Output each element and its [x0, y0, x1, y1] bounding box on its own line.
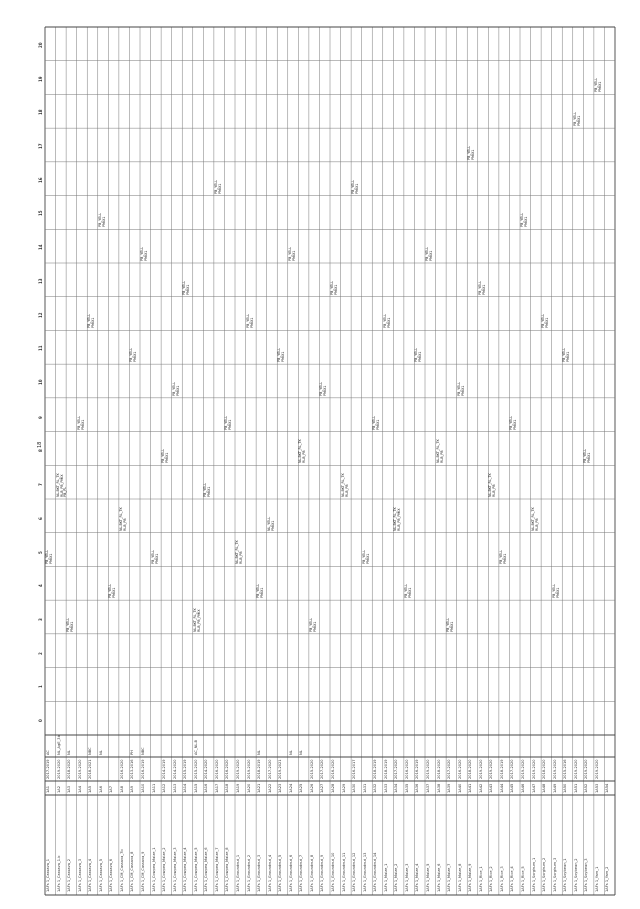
row-extra: NL — [299, 750, 304, 755]
row-label: 1AFs 1_Maize_5 — [426, 863, 430, 892]
row-extra: NL — [288, 750, 293, 755]
row-code: 1A7 — [109, 785, 114, 793]
row-years: 2014-2020 — [172, 759, 177, 779]
row-code: 1A3 — [67, 785, 72, 793]
row-label: 1AFs 1_Sorghum_2 — [542, 857, 547, 892]
row-code: 1A38 — [436, 783, 441, 793]
table-cell: PB_YELL PMIX1 — [351, 179, 359, 194]
row-code: 1A35 — [404, 783, 409, 793]
row-label: 1AFs 1_Rice_2 — [489, 866, 494, 892]
column-header: 16 — [38, 177, 43, 183]
row-years: 2016-2020 — [119, 759, 124, 779]
row-label: 1AFs 1_Rice_5 — [521, 866, 525, 892]
row-years: 2019-2020 — [594, 759, 599, 779]
row-label: 1AFs 1_Rice_3 — [499, 866, 504, 892]
row-extra: NBC — [141, 747, 145, 755]
row-code: 1A49 — [552, 783, 557, 793]
row-years: 2015-2020 — [309, 759, 314, 779]
row-code: 1A13 — [172, 783, 177, 793]
row-years: 2019-2020 — [56, 759, 61, 779]
row-label: 1AFs 1_Groundnut_11 — [341, 852, 346, 892]
row-years: 2019-2021 — [278, 759, 283, 779]
row-label: 1AFs 1_CM_Cassava_8 — [130, 851, 135, 892]
row-years: 2016-2019 — [141, 759, 145, 779]
row-extra: NBC — [88, 747, 93, 755]
row-label: 1AFs 1_CM_Cassava_7b — [119, 849, 124, 892]
row-label: 1AFs 1_Maize_6 — [436, 863, 441, 892]
column-header: 20 — [38, 42, 43, 48]
row-extra: NL — [67, 750, 72, 755]
row-years: 2018-2021 — [88, 759, 93, 779]
row-code: 1A31 — [362, 783, 367, 793]
row-code: 1A8 — [119, 785, 124, 793]
table-cell: PB_YELL PMIX1 — [66, 617, 74, 632]
row-code: 1A50 — [563, 783, 568, 793]
row-code: 1A28 — [331, 783, 335, 793]
row-label: 1AFs 1_Maize_9 — [468, 863, 473, 892]
table-cell: PB_YELL PMIX1 — [97, 213, 106, 228]
column-header: 3 — [38, 618, 43, 621]
row-years: 2019-2020 — [521, 759, 525, 779]
row-label: 1AFs 1_Groundnut_8 — [309, 854, 314, 892]
table-cell: PB_YELL PMIX1 — [403, 584, 412, 599]
row-years: 2015-2020 — [193, 759, 198, 779]
table-cell: PB_YELL PMIX1 — [161, 449, 169, 464]
row-code: 1A44 — [499, 783, 504, 793]
row-label: 1AFs 1_Groundnut_6 — [288, 854, 293, 892]
row-label: 1AFs 1_Cassava_2 — [67, 859, 72, 892]
row-years: 2017-2020 — [267, 759, 272, 779]
column-header: 8 — [38, 449, 43, 453]
table-cell: PB_YELL PMIX1 — [45, 550, 53, 565]
page-number: 18 — [37, 441, 43, 448]
column-header: 9 — [38, 415, 43, 419]
column-header: 13 — [38, 278, 43, 284]
table-cell: PB_YELL PMIX1 — [425, 246, 433, 261]
table-cell: PB_YELL PMIX1 — [520, 213, 528, 228]
row-code: 1A1 — [46, 785, 50, 793]
row-years: 2018-2019 — [499, 759, 504, 779]
table-cell: NL-BKT_RL_TK RLB_PB_PMIX — [393, 506, 402, 531]
column-header: 1 — [38, 685, 43, 689]
row-code: 1A32 — [373, 783, 378, 793]
table-cell: PB_YELL PMIX1 — [477, 280, 486, 295]
table-cell: NL-BKT_RL_TK RLB_PB — [298, 439, 307, 464]
row-code: 1A15 — [193, 783, 198, 793]
row-label: 1AFs 1_Maize_8 — [457, 863, 462, 892]
column-header: 15 — [38, 210, 43, 217]
column-header: 18 — [38, 109, 43, 116]
row-years: 2019-2020 — [489, 759, 494, 779]
row-code: 1A6 — [98, 785, 103, 793]
table-cell: PB_YELL PMIX1 — [541, 314, 549, 329]
row-code: 1A39 — [447, 783, 452, 793]
row-code: 1A22 — [267, 783, 272, 793]
row-code: 1A41 — [468, 783, 473, 793]
row-code: 1A24 — [288, 783, 293, 793]
row-label: 1AFs 1_Cowpea_Maize_5 — [193, 847, 198, 892]
row-extra: AC — [46, 750, 50, 755]
table-cell: NL-BKT_RL_TK RLB_PB_PMIX — [192, 608, 201, 632]
row-label: 1AFs 1_Soybean_1 — [563, 858, 568, 892]
row-code: 1A14 — [183, 783, 188, 793]
row-label: 1AFs 1_Groundnut_3 — [257, 854, 262, 892]
row-code: 1A16 — [204, 783, 209, 793]
row-years: 2014-2019 — [162, 759, 167, 779]
row-label: 1AFs 1_Yam_1 — [594, 866, 599, 892]
row-extra: NL — [257, 750, 262, 755]
table-cell: PB_YELL PMIX1 — [224, 415, 233, 430]
row-label: 1AFs 1_Rice_4 — [510, 866, 515, 892]
table-cell: PB_YELL PMIX1 — [498, 550, 507, 565]
row-code: 1A5 — [88, 785, 93, 793]
row-code: 1A27 — [320, 783, 325, 793]
table-cell: PB_YELL PMIX1 — [372, 415, 380, 430]
row-years: 2016-2019 — [415, 759, 420, 779]
row-extra: NL_AgE_3b — [56, 735, 61, 755]
table-cell: PB_YELL PMIX1 — [129, 348, 138, 363]
table-cell: PB_YELL PMIX1 — [256, 584, 264, 599]
table-cell: NL-BKT_RL_TK RLB_PB — [488, 473, 497, 497]
table-cell: PB_YELL PMIX1 — [182, 280, 190, 295]
row-label: 1AFs 1_Cassava_5 — [98, 859, 103, 892]
table-cell: PB_YELL PMIX1 — [245, 314, 254, 329]
table-cell: PB_YELL PMIX1 — [287, 246, 296, 261]
row-label: 1AFs 1_Soybean_2 — [573, 858, 578, 892]
row-label: 1AFs 1_Maize_1 — [383, 863, 388, 892]
row-label: 1AFs 1_CM_Cassava_9 — [141, 851, 145, 892]
row-label: 1AFs 1_Cowpea_Maize_4 — [183, 847, 188, 892]
row-years: 2016-2020 — [331, 759, 335, 779]
row-label: 1AFs 1_Maize_7 — [447, 863, 452, 892]
table-cell: PB_YELL PMIX1 — [551, 584, 560, 599]
row-code: 1A26 — [309, 783, 314, 793]
row-years: 2014-2020 — [204, 759, 209, 779]
row-code: 1A54 — [605, 783, 610, 793]
row-years: 2019-2020 — [531, 759, 536, 779]
row-label: 1AFs 1_Sorghum_3 — [552, 857, 557, 892]
table-cell: PB_YELL PMIX1 — [467, 145, 475, 160]
row-years: 2017-2020 — [510, 759, 515, 779]
table-cell: NL-BKT_RL_TK RLB_PB — [530, 506, 539, 531]
row-years: 2019-2020 — [246, 759, 251, 779]
row-code: 1A45 — [510, 783, 515, 793]
row-code: 1A23 — [278, 783, 283, 793]
row-code: 1A25 — [299, 783, 304, 793]
row-code: 1A37 — [426, 783, 430, 793]
row-years: 2018-2020 — [436, 759, 441, 779]
row-label: 1AFs 1_Cassava_1 — [46, 859, 50, 892]
row-label: 1AFs 1_Groundnut_9 — [320, 854, 325, 892]
table-cell: NL-BKT_RL_TK RLB_PB — [435, 439, 444, 464]
column-header: 17 — [38, 143, 43, 149]
table-cell: PB_YELL PMIX1 — [572, 112, 581, 127]
row-label: 1AFs 1_Cassava_4 — [88, 859, 93, 892]
table-cell: PB_YELL PMIX1 — [87, 314, 95, 329]
row-code: 1A53 — [594, 783, 599, 793]
column-header: 7 — [38, 483, 43, 487]
table-cell: PB_YELL PMIX1 — [593, 78, 602, 93]
column-header: 14 — [38, 244, 43, 251]
table-cell: PB_YELL PMIX1 — [171, 381, 180, 396]
row-code: 1A21 — [257, 783, 262, 793]
row-years: 2019-2020 — [77, 759, 82, 779]
row-years: 2019-2020 — [573, 759, 578, 779]
row-label: 1AFs 1_Groundnut_10 — [331, 852, 335, 892]
table-cell: PB_YELL PMIX1 — [583, 449, 592, 464]
row-code: 1A11 — [151, 783, 156, 793]
row-code: 1A46 — [521, 783, 525, 793]
row-years: 2013-2016 — [130, 759, 135, 779]
table-cell: PB_YELL PMIX1 — [140, 246, 148, 261]
row-extra: NL — [98, 750, 103, 755]
row-code: 1A36 — [415, 783, 420, 793]
row-code: 1A2 — [56, 785, 61, 793]
row-label: 1AFs 1_Cassava_3 — [77, 859, 82, 892]
row-years: 2016-2020 — [225, 759, 230, 779]
row-code: 1A18 — [225, 783, 230, 793]
row-years: 2017-2020 — [320, 759, 325, 779]
row-label: 1AFs 1_Groundnut_12 — [352, 852, 357, 892]
column-header: 19 — [38, 75, 43, 82]
row-code: 1A34 — [394, 783, 399, 793]
row-label: 1AFs 1_Maize_3 — [404, 863, 409, 892]
row-years: 2019-2020 — [552, 759, 557, 779]
row-years: 2018-2019 — [257, 759, 262, 779]
table-cell: PB_YELL PMIX1 — [330, 280, 338, 295]
row-code: 1A10 — [141, 783, 145, 793]
row-label: 1AFs 1_Cowpea_Maize_6 — [204, 847, 209, 892]
table-cell: PB_YELL PMIX1 — [382, 314, 391, 329]
table-cell: PB_YELL PMIX1 — [446, 617, 454, 632]
row-label: 1AFs 1_Groundnut_14 — [373, 852, 378, 892]
row-years: 2019-2020 — [426, 759, 430, 779]
row-label: 1AFs 1_Cassava_1.b — [56, 855, 61, 892]
row-label: 1AFs 1_Groundnut_5 — [278, 854, 283, 892]
row-label: 1AFs 1_Soybean_3 — [584, 858, 589, 892]
row-label: 1AFs 1_Maize_2 — [394, 863, 399, 892]
row-years: 2019-2020 — [236, 759, 240, 779]
row-label: 1AFs 1_Cowpea_Maize_3 — [172, 847, 177, 892]
row-years: 2018-2019 — [373, 759, 378, 779]
table-cell: NL-BKT_RL_TK RLB_PB — [235, 540, 243, 565]
table-cell: PB_YELL PMIX1 — [108, 584, 117, 599]
table-cell: PB_YELL PMIX1 — [203, 482, 212, 497]
row-label: 1AFs 1_Groundnut_2 — [246, 854, 251, 892]
row-years: 2015-2016 — [563, 759, 568, 779]
table-cell: PB_YELL PMIX1 — [456, 381, 465, 396]
row-code: 1A19 — [236, 783, 240, 793]
row-code: 1A43 — [489, 783, 494, 793]
column-header: 6 — [38, 517, 43, 520]
row-label: 1AFs 1_Cowpea_Maize_2 — [162, 847, 167, 892]
row-years: 2019-2020 — [584, 759, 589, 779]
row-label: 1AFs 1_Groundnut_7 — [299, 854, 304, 892]
row-code: 1A40 — [457, 783, 462, 793]
row-years: 2017-2020 — [394, 759, 399, 779]
table-cell: PB_YELL PMIX1 — [213, 179, 222, 194]
row-code: 1A9 — [130, 785, 135, 793]
row-code: 1A17 — [214, 783, 219, 793]
table-cell: PB_YELL PMIX1 — [414, 348, 423, 363]
row-code: 1A52 — [584, 783, 589, 793]
column-header: 2 — [38, 651, 43, 655]
row-extra: AC_NL-B — [193, 740, 198, 755]
row-years: 2018-2020 — [67, 759, 72, 779]
table-cell: PB_YELL PMIX1 — [150, 550, 159, 565]
column-header: 4 — [38, 584, 43, 588]
column-header: 0 — [38, 719, 43, 723]
row-years: 2018-2019 — [383, 759, 388, 779]
table-cell: NL_YELL PMIX1 — [266, 516, 275, 531]
table-cell: NL-BKT_RL_TK RLB_PB_PMIX PB_PL — [55, 473, 68, 497]
row-code: 1A20 — [246, 783, 251, 793]
row-label: 1AFs 1_Groundnut_4 — [267, 854, 272, 892]
table-cell: NL-BKT_RL_TK RLB_PB — [340, 473, 349, 497]
row-label: 1AFs 1_Cowpea_Maize_8 — [225, 847, 230, 892]
row-label: 1AFs 1_Cowpea_Maize_1 — [151, 847, 156, 892]
row-years: 2018-2020 — [542, 759, 547, 779]
row-code: 1A51 — [573, 783, 578, 793]
table-cell: PB_YELL PMIX1 — [76, 415, 85, 430]
row-code: 1A30 — [352, 783, 357, 793]
row-code: 1A12 — [162, 783, 167, 793]
row-years: 2016-2017 — [352, 759, 357, 779]
table-cell: PB_YELL PMIX1 — [319, 381, 328, 396]
table-cell: PB_YELL PMIX1 — [308, 617, 317, 632]
row-label: 1AFs 1_Groundnut_1 — [236, 854, 240, 892]
column-header: 5 — [38, 550, 43, 554]
row-years: 2019-2020 — [478, 759, 483, 779]
row-label: 1AFs 1_Rice_1 — [478, 866, 483, 892]
column-header: 11 — [38, 345, 43, 352]
row-label: 1AFs 1_Cowpea_Maize_7 — [214, 847, 219, 892]
row-code: 1A47 — [531, 783, 536, 793]
column-header: 12 — [38, 311, 43, 318]
row-label: 1AFs 1_Yam_2 — [605, 866, 610, 892]
row-years: 2017-2020 — [447, 759, 452, 779]
column-header: 10 — [38, 379, 43, 385]
row-label: 1AFs 1_Cassava_6 — [109, 859, 114, 892]
row-label: 1AFs 1_Groundnut_13 — [362, 852, 367, 892]
table-cell: PB_YELL PMIX1 — [277, 348, 285, 363]
row-code: 1A4 — [77, 785, 82, 793]
row-extra: PH — [130, 750, 135, 755]
row-code: 1A29 — [341, 783, 346, 793]
table-cell: PB_YELL PMIX1 — [562, 348, 570, 363]
table-cell: NL-BKT_RL_TK RLB_PB — [118, 506, 127, 531]
row-years: 2016-2020 — [214, 759, 219, 779]
row-years: 2018-2020 — [468, 759, 473, 779]
row-years: 2017-2019 — [46, 759, 50, 779]
row-label: 1AFs 1_Sorghum_1 — [531, 857, 536, 892]
row-code: 1A48 — [542, 783, 547, 793]
table-cell: PB_YELL PMIX1 — [509, 415, 518, 430]
table-cell: PB_YELL PMIX1 — [361, 550, 370, 565]
row-years: 2016-2020 — [457, 759, 462, 779]
row-years: 2016-2020 — [404, 759, 409, 779]
row-code: 1A42 — [478, 783, 483, 793]
row-years: 2015-2019 — [183, 759, 188, 779]
row-label: 1AFs 1_Maize_4 — [415, 863, 420, 892]
row-code: 1A33 — [383, 783, 388, 793]
